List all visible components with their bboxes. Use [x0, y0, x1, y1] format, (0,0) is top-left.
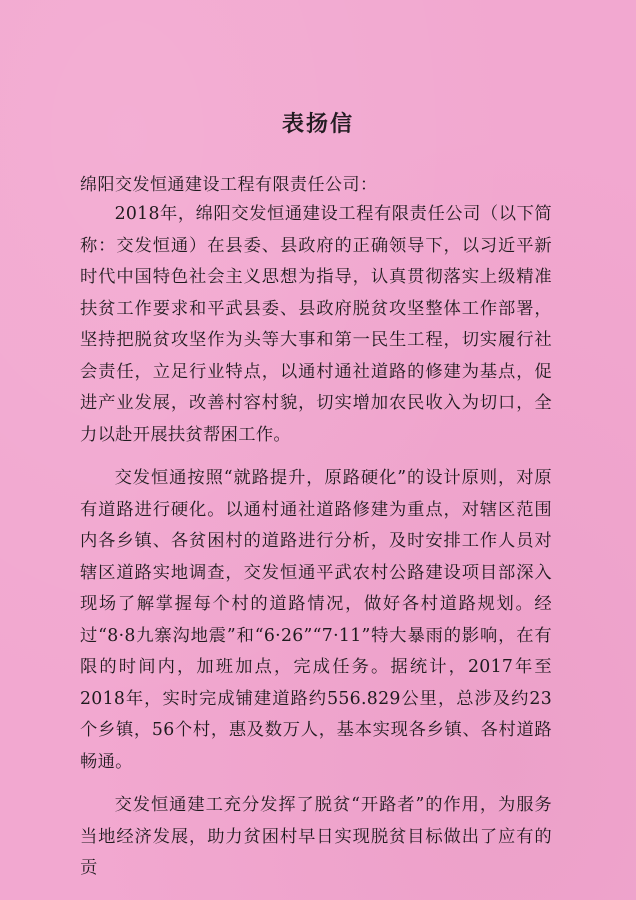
- body-paragraph: 交发恒通按照“就路提升，原路硬化”的设计原则，对原有道路进行硬化。以通村通社道路修建为重点，对辖区范围内各乡镇、各贫困村的道路进行分析，及时安排工作人员对辖区道路实地调查，交发恒通平武农村公路建设项目部深入现场了解掌握每个村的道路情况，做好各村道路规划。经过“8·8九寨沟地震”和“6·26”“7·11”特大暴雨的影响，在有限的时间内，加班加点，完成任务。据统计，2017年至2018年，实时完成铺建道路约556.829公里，总涉及约23个乡镇，56个村，惠及数万人，基本实现各乡镇、各村道路畅通。: [80, 468, 552, 772]
- salutation: 绵阳交发恒通建设工程有限责任公司：: [80, 175, 378, 195]
- body-paragraph: 交发恒通建工充分发挥了脱贫“开路者”的作用，为服务当地经济发展，助力贫困村早日实现脱贫目标做出了应有的贡: [80, 795, 552, 878]
- body-paragraph: 2018年，绵阳交发恒通建设工程有限责任公司（以下简称：交发恒通）在县委、县政府的正确领导下，以习近平新时代中国特色社会主义思想为指导，认真贯彻落实上级精准扶贫工作要求和平武县委、县政府脱贫攻坚整体工作部署，坚持把脱贫攻坚作为头等大事和第一民生工程，切实履行社会责任，立足行业特点，以通村通社道路的修建为基点，促进产业发展，改善村容村貌，切实增加农民收入为切口，全力以赴开展扶贫帮困工作。: [80, 204, 552, 445]
- letter-title: 表扬信: [281, 112, 354, 137]
- letter-body: [80, 199, 552, 897]
